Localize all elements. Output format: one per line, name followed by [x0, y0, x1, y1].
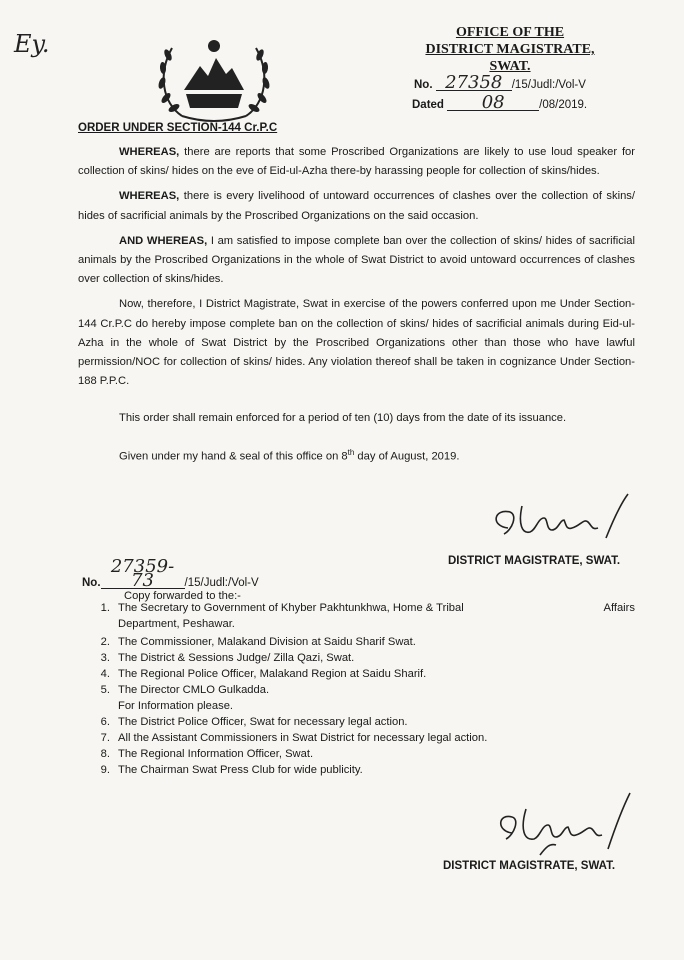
number-suffix: /15/Judl:/Vol-V [511, 79, 586, 91]
office-header [420, 24, 600, 75]
paragraph-4: Now, therefore, I District Magistrate, Swat in exercise of the powers conferred upon me Under Section-144 Cr.P.C do hereby impose complete ban on the collection of skins/ hides of sacrificial animals during Eid-ul-Azha in the whole of Swat District by the Proscribed Organizations other than those who have lawful permission/NOC for collection of skins/ hides. Any violation thereof shall be taken in cognizance Under Section-188 P.P.C. [78, 298, 635, 388]
signature-2 [490, 785, 640, 860]
list-item-number: 3. [100, 652, 110, 664]
list-item-text: The District & Sessions Judge/ Zilla Qazi, Swat. [118, 652, 355, 664]
copy-reference-number [82, 556, 382, 591]
order-title: ORDER UNDER SECTION-144 Cr.P.C [78, 122, 278, 134]
given-superscript: th [347, 447, 355, 457]
list-item-text: The Director CMLO Gulkadda. [118, 684, 270, 696]
list-item-text: The Regional Information Officer, Swat. [118, 748, 314, 760]
office-line-3: SWAT. [489, 59, 531, 74]
signature-title-1: DISTRICT MAGISTRATE, SWAT. [448, 555, 621, 567]
paragraph-3-lead: AND WHEREAS, [119, 234, 208, 247]
paragraph-1-text: there are reports that some Proscribed Organizations are likely to use loud speaker for collection of skins/ hides on the eve of Eid-ul-Azha there-by harassing people for collection of skins/hides. [78, 146, 635, 178]
paragraph-2-text: there is every livelihood of untoward occurrences of clashes over the collection of skins/ hides of sacrificial animals by the Proscribed Organizations on the said occasion. [78, 190, 635, 222]
list-item-number: 5. [100, 684, 110, 696]
list-item [90, 668, 426, 680]
number-handwritten: 27358 [436, 76, 512, 91]
list-item [90, 748, 313, 760]
paragraph-1 [78, 143, 635, 181]
paragraph-5: This order shall remain enforced for a period of ten (10) days from the date of its issuance. [119, 412, 567, 425]
list-item-continuation: Department, Peshawar. [118, 618, 235, 630]
list-item-number: 1. [100, 602, 110, 614]
list-item-text: The Commissioner, Malakand Division at Saidu Sharif Swat. [118, 636, 416, 648]
order-body [78, 143, 635, 467]
dated-label: Dated [412, 99, 444, 111]
list-item [90, 732, 487, 744]
given-text-post: day of August, 2019. [354, 450, 460, 463]
list-item-text: The Secretary to Government of Khyber Pakhtunkhwa, Home & Tribal [118, 602, 464, 614]
given-text-pre: Given under my hand & seal of this office on 8 [119, 450, 348, 463]
list-item [90, 684, 269, 696]
number-label: No. [414, 79, 433, 91]
paragraph-2-lead: WHEREAS, [119, 190, 180, 203]
copy-intro: Copy forwarded to the:- [124, 590, 241, 602]
list-item-text: All the Assistant Commissioners in Swat District for necessary legal action. [118, 732, 488, 744]
dated-line [412, 92, 612, 113]
dated-suffix: /08/2019. [539, 99, 588, 111]
copy-number-suffix: /15/Judl:/Vol-V [184, 577, 259, 589]
dated-handwritten: 08 [447, 96, 539, 111]
list-item-continuation: For Information please. [118, 700, 234, 712]
paragraph-2 [78, 187, 635, 225]
list-item [90, 602, 635, 614]
office-line-2: DISTRICT MAGISTRATE, [425, 42, 595, 57]
signature-title-2: DISTRICT MAGISTRATE, SWAT. [443, 860, 616, 872]
paragraph-1-lead: WHEREAS, [119, 146, 180, 158]
margin-mark: Ey. [14, 30, 50, 58]
paragraph-3-text: I am satisfied to impose complete ban over the collection of skins/ hides of sacrificial animals by the Proscribed Organizations in the whole of Swat District to avoid untoward occurrences of clashes over collection of skins/hides. [78, 234, 636, 286]
list-item [90, 716, 408, 728]
paragraph-3 [78, 232, 635, 290]
list-item-number: 2. [100, 636, 110, 648]
list-item-number: 4. [100, 668, 110, 680]
list-item [90, 652, 354, 664]
list-item-number: 6. [100, 716, 110, 728]
list-item-text: The Regional Police Officer, Malakand Region at Saidu Sharif. [118, 668, 427, 680]
list-item-text-end: Affairs [603, 602, 635, 614]
list-item-text: The District Police Officer, Swat for necessary legal action. [118, 716, 408, 728]
signature-1 [488, 488, 638, 550]
list-item [90, 636, 416, 648]
list-item-number: 8. [100, 748, 110, 760]
copy-number-label: No. [82, 577, 101, 589]
copy-number-handwritten: 27359-73 [101, 560, 185, 589]
list-item-text: The Chairman Swat Press Club for wide publicity. [118, 764, 363, 776]
reference-number [414, 72, 614, 93]
copy-list [90, 602, 650, 782]
given-under-hand [78, 443, 635, 467]
list-item-number: 9. [100, 764, 110, 776]
government-emblem-logo [152, 28, 276, 128]
office-line-1: OFFICE OF THE [455, 25, 565, 40]
list-item-number: 7. [100, 732, 110, 744]
list-item [90, 764, 363, 776]
